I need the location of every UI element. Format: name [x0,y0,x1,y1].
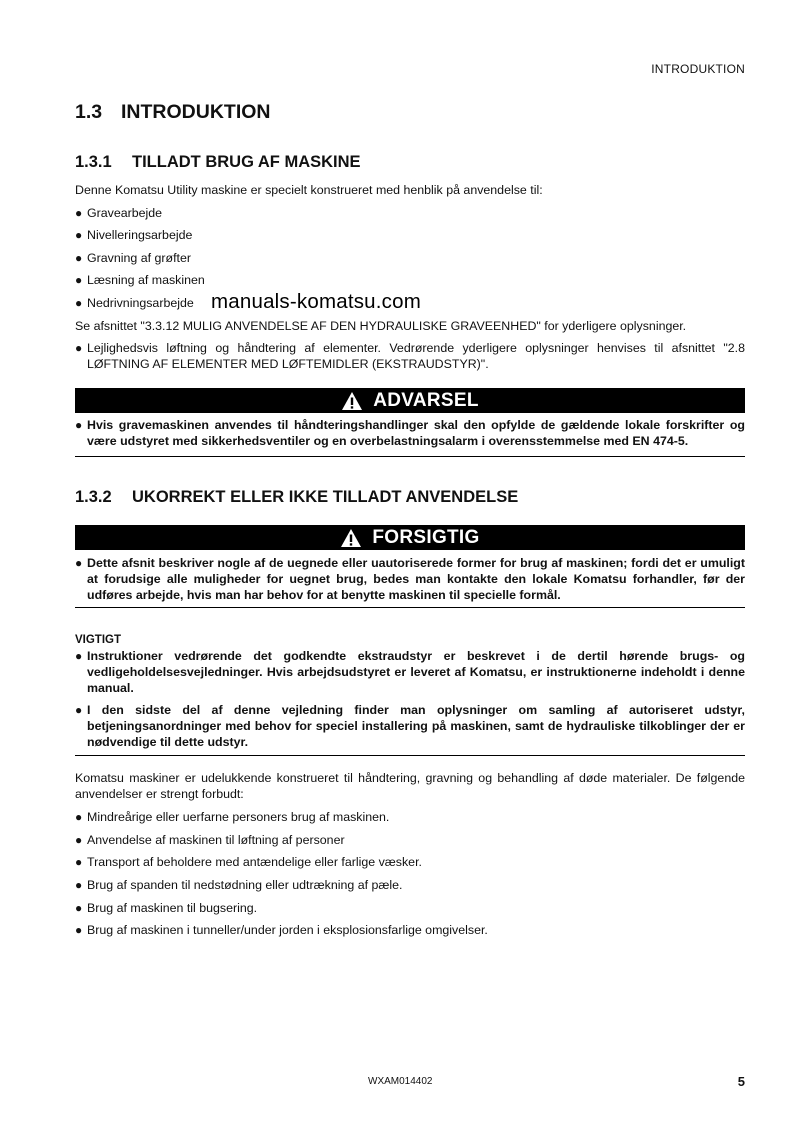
list-item [75,227,745,243]
section-title: INTRODUKTION [121,101,271,123]
subsection-number: 1.3.2 [75,488,112,506]
forbidden-intro: Komatsu maskiner er udelukkende konstrueret til håndtering, gravning og behandling af døde materialer. De følgende anvendelser er strengt forbudt: [75,771,745,801]
list-item [75,832,745,848]
bullet-icon: ● [75,855,83,869]
subsection-heading-2 [75,488,518,507]
caution-banner [75,525,745,550]
section-heading [75,101,271,124]
list-item-text: Gravning af grøfter [87,251,191,265]
warning-banner [75,388,745,413]
subsection-number: 1.3.1 [75,153,112,171]
bullet-icon: ● [75,901,83,915]
warning-text-body: Hvis gravemaskinen anvendes til håndteringshandlinger skal den opfylde de gældende lokale forskrifter og være udstyret med sikkerhedsventiler og en overbelastningsalarm i overensstemmelse med EN 474-5. [87,418,745,448]
caution-label: FORSIGTIG [372,526,480,548]
section-number: 1.3 [75,101,103,123]
warning-text [75,417,745,449]
list-item-text: Nedrivningsarbejde [87,296,194,310]
bullet-icon: ● [75,251,83,265]
list-item [75,205,745,221]
subsection-title: TILLADT BRUG AF MASKINE [132,153,361,171]
document-code: WXAM014402 [368,1076,433,1087]
important-item-text: Instruktioner vedrørende det godkendte ekstraudstyr er beskrevet i de dertil hørende brugs- og vedligeholdelsesvejledninger. Hvis arbejdsudstyret er leveret af Komatsu, er instruktionerne indeholdt i denne manual. [87,649,745,695]
list-item [75,809,745,825]
bullet-icon: ● [75,556,83,570]
list-item [75,854,745,870]
divider [75,456,745,457]
important-label: VIGTIGT [75,634,121,646]
bullet-icon: ● [75,810,83,824]
important-item [75,648,745,696]
bullet-icon: ● [75,206,83,220]
list-item-text: Brug af spanden til nedstødning eller udtrækning af pæle. [87,878,403,892]
caution-text-body: Dette afsnit beskriver nogle af de uegnede eller uautoriserede former for brug af maskinen; fordi det er umuligt at forudsige alle muligheder for uegnet brug, bedes man kontakte den lokale Komatsu forhandler, før der udføres arbejde, hvis man har behov for at benytte maskinen til specielle formål. [87,556,745,602]
divider [75,755,745,756]
warning-triangle-icon [340,528,362,548]
lifting-note [75,340,745,372]
list-item-text: Lejlighedsvis løftning og håndtering af elementer. Vedrørende yderligere oplysninger henvises til afsnittet "2.8 LØFTNING AF ELEMENTER MED LØFTEMIDLER (EKSTRAUDSTYR)". [87,341,745,371]
caution-text [75,555,745,603]
bullet-icon: ● [75,649,83,663]
list-item-text: Gravearbejde [87,206,163,220]
subsection-title: UKORREKT ELLER IKKE TILLADT ANVENDELSE [132,488,519,506]
list-item-text: Anvendelse af maskinen til løftning af personer [87,833,345,847]
list-item-text: Nivelleringsarbejde [87,228,193,242]
list-item-text: Læsning af maskinen [87,273,205,287]
list-item [75,250,745,266]
bullet-icon: ● [75,923,83,937]
page-number: 5 [737,1074,745,1089]
list-item-text: Transport af beholdere med antændelige eller farlige væsker. [87,855,422,869]
bullet-icon: ● [75,228,83,242]
intro-paragraph: Denne Komatsu Utility maskine er specielt konstrueret med henblik på anvendelse til: [75,183,543,197]
list-item [75,877,745,893]
list-item-text: Mindreårige eller uerfarne personers brug af maskinen. [87,810,390,824]
list-item-text: Brug af maskinen i tunneller/under jorden i eksplosionsfarlige omgivelser. [87,923,488,937]
warning-label: ADVARSEL [373,389,479,411]
list-item-text: Brug af maskinen til bugsering. [87,901,258,915]
list-item [75,922,745,938]
list-item [75,272,745,288]
warning-triangle-icon [341,391,363,411]
reference-paragraph: Se afsnittet "3.3.12 MULIG ANVENDELSE AF DEN HYDRAULISKE GRAVEENHED" for yderligere oplysninger. [75,319,687,333]
bullet-icon: ● [75,878,83,892]
running-header: INTRODUKTION [651,62,745,76]
bullet-icon: ● [75,273,83,287]
important-item [75,702,745,750]
bullet-icon: ● [75,296,83,310]
list-item [75,900,745,916]
watermark: manuals-komatsu.com [211,290,422,313]
important-item-text: I den sidste del af denne vejledning finder man oplysninger om samling af autoriseret udstyr, betjeningsanordninger med behov for speciel installering på maskinen, samt de hydrauliske tilkoblinger der er nødvendige til dette udstyr. [87,703,745,749]
bullet-icon: ● [75,703,83,717]
bullet-icon: ● [75,833,83,847]
subsection-heading-1 [75,153,361,172]
bullet-icon: ● [75,418,83,432]
bullet-icon: ● [75,341,83,355]
divider [75,607,745,608]
